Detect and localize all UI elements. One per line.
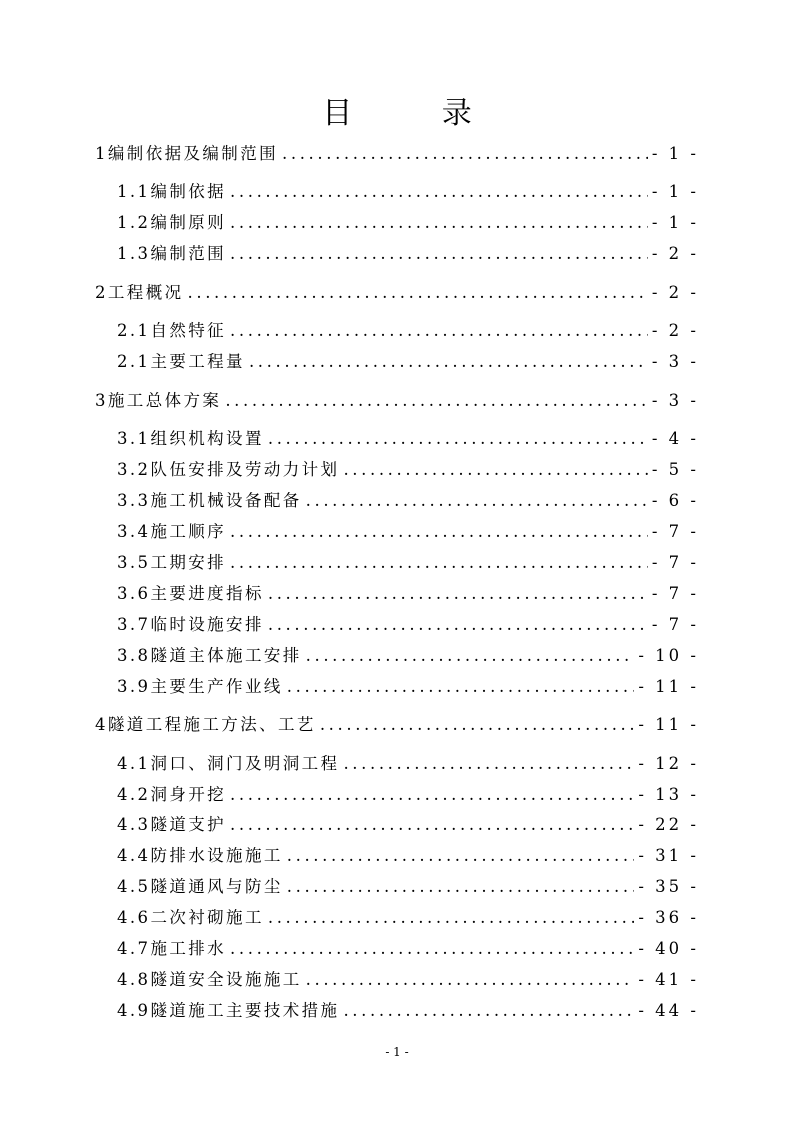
toc-entry-label: 3.1组织机构设置 <box>117 429 264 448</box>
toc-entry[interactable] <box>0 842 699 866</box>
toc-entry-label: 3施工总体方案 <box>95 391 222 410</box>
dot-leader <box>306 491 648 510</box>
toc-entry-label: 4.7施工排水 <box>117 939 227 958</box>
toc-entry-page: - 44 - <box>638 1001 699 1020</box>
page-title: 目 录 <box>322 96 512 131</box>
toc-entry-page: - 13 - <box>638 785 699 804</box>
toc-entry[interactable] <box>0 487 699 511</box>
dot-leader <box>230 244 648 263</box>
toc-entry-page: - 2 - <box>651 283 699 302</box>
toc-entry-label: 1编制依据及编制范围 <box>95 144 278 163</box>
toc-entry-label: 4.4防排水设施施工 <box>117 846 283 865</box>
toc-entry[interactable] <box>0 673 699 697</box>
toc-entry-page: - 5 - <box>651 460 699 479</box>
toc-entry-label: 3.2队伍安排及劳动力计划 <box>117 460 340 479</box>
toc-entry[interactable] <box>0 781 699 805</box>
toc-entry[interactable] <box>0 317 699 341</box>
toc-entry-label: 3.9主要生产作业线 <box>117 677 283 696</box>
dot-leader <box>230 321 648 340</box>
toc-entry[interactable] <box>0 904 699 928</box>
toc-entry-page: - 3 - <box>651 391 699 410</box>
dot-leader <box>306 646 635 665</box>
toc-entry-label: 3.7临时设施安排 <box>117 615 264 634</box>
dot-leader <box>268 908 635 927</box>
toc-entry-page: - 35 - <box>638 877 699 896</box>
toc-entry[interactable] <box>0 387 699 411</box>
dot-leader <box>268 429 648 448</box>
dot-leader <box>230 939 634 958</box>
toc-entry-label: 4.8隧道安全设施施工 <box>117 970 302 989</box>
toc-entry[interactable] <box>0 279 699 303</box>
toc-entry[interactable] <box>0 811 699 835</box>
toc-entry[interactable] <box>0 456 699 480</box>
toc-entry[interactable] <box>0 997 699 1021</box>
toc-entry-label: 2.1自然特征 <box>117 321 227 340</box>
dot-leader <box>287 877 635 896</box>
toc-entry-label: 3.5工期安排 <box>117 553 227 572</box>
toc-entry-label: 3.8隧道主体施工安排 <box>117 646 302 665</box>
toc-entry-page: - 1 - <box>651 213 699 232</box>
toc-entry-page: - 11 - <box>638 715 699 734</box>
dot-leader <box>343 1001 634 1020</box>
toc-entry[interactable] <box>0 348 699 372</box>
toc-entry[interactable] <box>0 140 699 164</box>
toc-entry-page: - 1 - <box>651 144 699 163</box>
toc-entry[interactable] <box>0 935 699 959</box>
toc-entry-label: 1.1编制依据 <box>117 182 227 201</box>
toc-entry[interactable] <box>0 711 699 735</box>
dot-leader <box>188 283 648 302</box>
toc-entry[interactable] <box>0 178 699 202</box>
toc-entry[interactable] <box>0 209 699 233</box>
toc-entry[interactable] <box>0 611 699 635</box>
dot-leader <box>249 352 648 371</box>
dot-leader <box>343 754 634 773</box>
toc-entry-page: - 2 - <box>651 244 699 263</box>
dot-leader <box>343 460 647 479</box>
toc-entry-page: - 11 - <box>638 677 699 696</box>
toc-entry-label: 3.6主要进度指标 <box>117 584 264 603</box>
dot-leader <box>320 715 635 734</box>
dot-leader <box>230 815 634 834</box>
toc-entry-label: 4.2洞身开挖 <box>117 785 227 804</box>
dot-leader <box>225 391 648 410</box>
toc-entry-label: 3.4施工顺序 <box>117 522 227 541</box>
toc-entry-page: - 41 - <box>638 970 699 989</box>
toc-entry-label: 1.3编制范围 <box>117 244 227 263</box>
toc-entry-page: - 2 - <box>651 321 699 340</box>
dot-leader <box>230 522 648 541</box>
toc-entry-label: 2工程概况 <box>95 283 184 302</box>
toc-entry[interactable] <box>0 966 699 990</box>
toc-entry[interactable] <box>0 750 699 774</box>
toc-entry[interactable] <box>0 518 699 542</box>
dot-leader <box>230 553 648 572</box>
toc-entry-label: 4.9隧道施工主要技术措施 <box>117 1001 340 1020</box>
toc-entry-label: 2.1主要工程量 <box>117 352 245 371</box>
toc-entry-page: - 7 - <box>651 615 699 634</box>
toc-entry-page: - 1 - <box>651 182 699 201</box>
toc-entry-page: - 7 - <box>651 522 699 541</box>
toc-entry[interactable] <box>0 425 699 449</box>
dot-leader <box>230 182 648 201</box>
page-number-footer: - 1 - <box>385 1045 409 1059</box>
toc-entry-page: - 7 - <box>651 584 699 603</box>
toc-entry[interactable] <box>0 580 699 604</box>
toc-entry[interactable] <box>0 549 699 573</box>
dot-leader <box>287 677 635 696</box>
dot-leader <box>230 213 648 232</box>
toc-entry-page: - 7 - <box>651 553 699 572</box>
toc-entry[interactable] <box>0 642 699 666</box>
dot-leader <box>230 785 634 804</box>
toc-entry-label: 4.6二次衬砌施工 <box>117 908 264 927</box>
toc-entry-page: - 4 - <box>651 429 699 448</box>
toc-entry-page: - 36 - <box>638 908 699 927</box>
toc-entry-label: 4.5隧道通风与防尘 <box>117 877 283 896</box>
toc-entry-label: 4.3隧道支护 <box>117 815 227 834</box>
toc-entry-page: - 40 - <box>638 939 699 958</box>
toc-entry-label: 4隧道工程施工方法、工艺 <box>95 715 316 734</box>
toc-entry-label: 4.1洞口、洞门及明洞工程 <box>117 754 340 773</box>
dot-leader <box>306 970 635 989</box>
toc-entry-page: - 10 - <box>638 646 699 665</box>
dot-leader <box>282 144 648 163</box>
dot-leader <box>268 615 648 634</box>
toc-entry-label: 1.2编制原则 <box>117 213 227 232</box>
toc-entry[interactable] <box>0 873 699 897</box>
toc-entry-label: 3.3施工机械设备配备 <box>117 491 302 510</box>
toc-entry-page: - 12 - <box>638 754 699 773</box>
toc-entry-page: - 6 - <box>651 491 699 510</box>
dot-leader <box>268 584 648 603</box>
toc-entry-page: - 22 - <box>638 815 699 834</box>
toc-entry-page: - 31 - <box>638 846 699 865</box>
dot-leader <box>287 846 635 865</box>
toc-entry[interactable] <box>0 240 699 264</box>
toc-entry-page: - 3 - <box>651 352 699 371</box>
